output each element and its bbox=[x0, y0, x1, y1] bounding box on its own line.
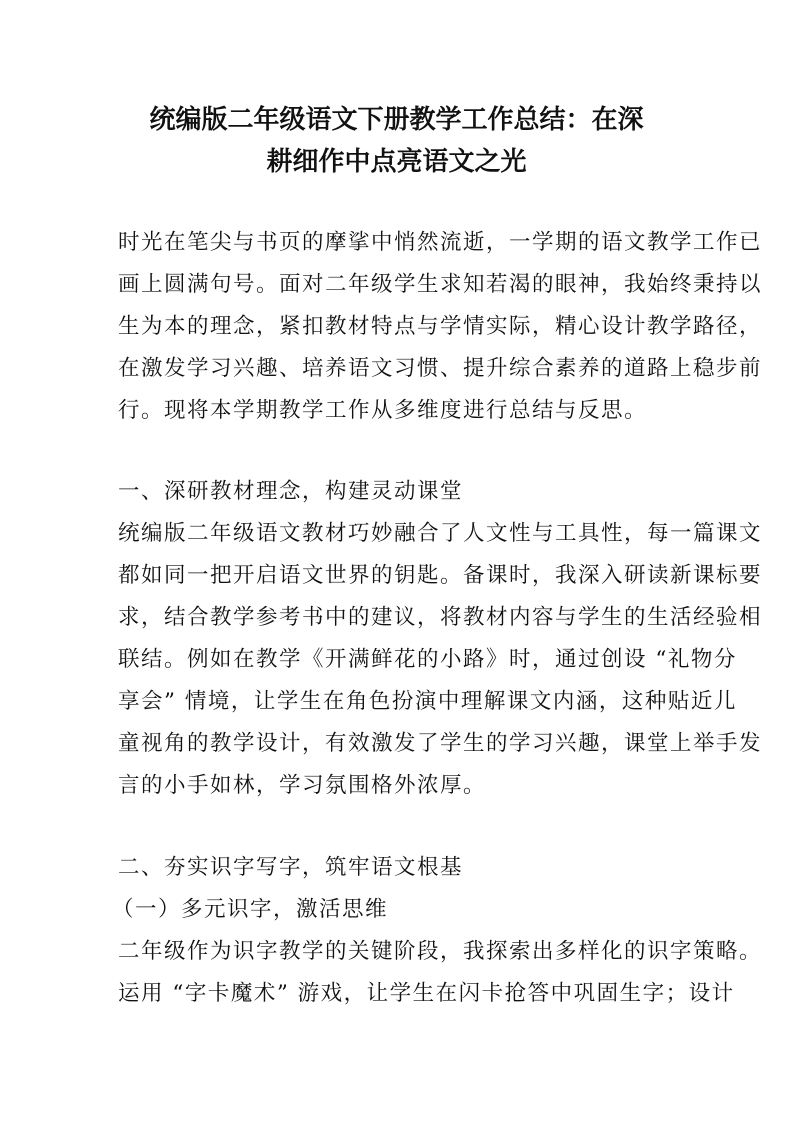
subsection-heading: （一）多元识字，激活思维 bbox=[112, 897, 389, 922]
text-line: 统编版二年级语文教材巧妙融合了人文性与工具性，每一篇课文 bbox=[118, 521, 763, 546]
text-line: 在激发学习兴趣、培养语文习惯、提升综合素养的道路上稳步前 bbox=[118, 356, 763, 381]
text-line: 童视角的教学设计，有效激发了学生的学习兴趣，课堂上举手发 bbox=[118, 731, 763, 756]
text-line: 运用 “字卡魔术” 游戏，让学生在闪卡抢答中巩固生字；设计 bbox=[118, 981, 735, 1006]
text-line: 言的小手如林，学习氛围格外浓厚。 bbox=[118, 773, 487, 798]
text-line: 求，结合教学参考书中的建议，将教材内容与学生的生活经验相 bbox=[118, 605, 763, 630]
text-line: 生为本的理念，紧扣教材特点与学情实际，精心设计教学路径， bbox=[118, 314, 763, 339]
section-heading: 二、夯实识字写字，筑牢语文根基 bbox=[118, 855, 464, 880]
text-line: 都如同一把开启语文世界的钥匙。备课时，我深入研读新课标要 bbox=[118, 563, 763, 588]
text-line: 画上圆满句号。面对二年级学生求知若渴的眼神，我始终秉持以 bbox=[118, 272, 763, 297]
section-heading: 一、深研教材理念，构建灵动课堂 bbox=[118, 479, 464, 504]
title-line: 统编版二年级语文下册教学工作总结：在深 bbox=[149, 105, 644, 135]
text-line: 联结。例如在教学《开满鲜花的小路》时，通过创设 “礼物分 bbox=[118, 647, 737, 672]
text-line: 时光在笔尖与书页的摩挲中悄然流逝，一学期的语文教学工作已 bbox=[118, 230, 763, 255]
text-line: 二年级作为识字教学的关键阶段，我探索出多样化的识字策略。 bbox=[118, 939, 763, 964]
title-line: 耕细作中点亮语文之光 bbox=[266, 147, 527, 177]
text-line: 行。现将本学期教学工作从多维度进行总结与反思。 bbox=[118, 398, 648, 423]
text-line: 享会” 情境，让学生在角色扮演中理解课文内涵，这种贴近儿 bbox=[118, 689, 737, 714]
